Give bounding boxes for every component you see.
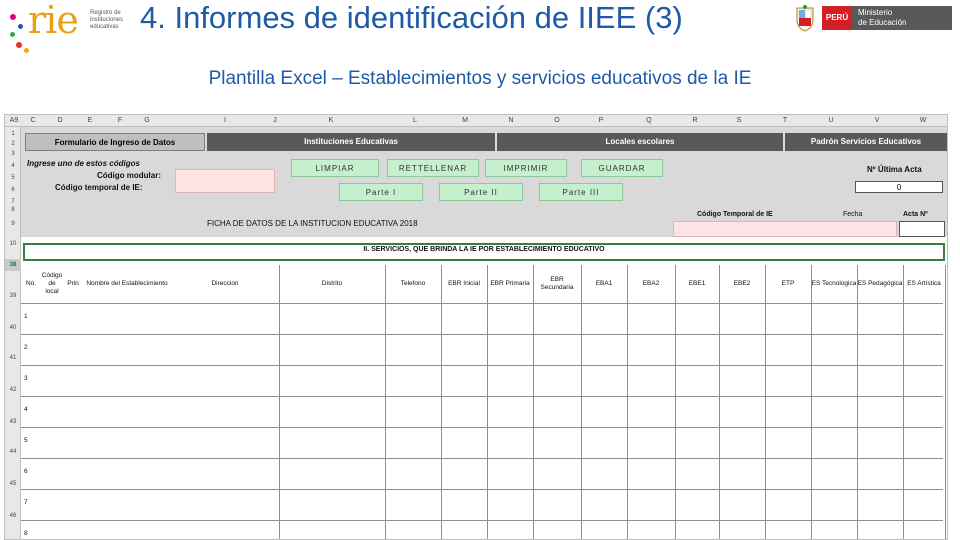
grid-line <box>441 265 442 540</box>
row-number[interactable]: 6 <box>11 187 15 193</box>
column-letter[interactable]: N <box>508 117 514 124</box>
row-number[interactable]: 2 <box>11 141 15 147</box>
column-letter[interactable]: C <box>30 117 36 124</box>
grid-line <box>903 265 904 540</box>
limpiar-button[interactable]: LIMPIAR <box>291 159 379 177</box>
column-letter[interactable]: S <box>736 117 742 124</box>
ministry-line1: Ministerio <box>858 8 893 17</box>
row-number[interactable]: 44 <box>9 449 17 455</box>
table-header-cell: Distrito <box>321 280 343 287</box>
ultima-acta-value: 0 <box>855 181 943 193</box>
row-header <box>5 127 21 540</box>
column-letter[interactable]: T <box>782 117 788 124</box>
table-header-cell: EBA1 <box>595 280 613 287</box>
grid-line <box>857 265 858 540</box>
grid-line <box>675 265 676 540</box>
grid-line <box>21 396 943 397</box>
row-number[interactable]: 41 <box>9 355 17 361</box>
row-number-selected[interactable]: 38 <box>5 259 21 271</box>
logo-subtext: Registro de instituciones educativas <box>90 10 124 30</box>
logo-dot <box>10 14 16 20</box>
row-number[interactable]: 10 <box>9 241 17 247</box>
excel-sheet <box>4 114 948 540</box>
section-title: II. SERVICIOS, QUE BRINDA LA IE POR ESTABLECIMIENTO EDUCATIVO <box>363 246 605 253</box>
slide-subtitle: Plantilla Excel – Establecimientos y servicios educativos de la IE <box>208 68 752 89</box>
table-header-cell: ES Tecnologica <box>811 280 857 287</box>
table-header-cell: EBA2 <box>642 280 660 287</box>
column-letter[interactable]: G <box>144 117 150 124</box>
parte-1-button[interactable]: Parte I <box>339 183 423 201</box>
column-letter[interactable]: D <box>57 117 63 124</box>
table-header-cell: ES Artística <box>907 280 941 287</box>
tab-locales[interactable]: Locales escolares <box>497 133 783 151</box>
codigo-temporal-label: Código temporal de IE: <box>55 183 143 192</box>
ultima-acta-label: Nº Última Acta <box>867 165 922 174</box>
logo-dot <box>24 48 29 53</box>
peru-label: PERÚ <box>822 6 852 30</box>
table-header-cell: Prin <box>67 280 79 287</box>
form-area <box>21 127 948 540</box>
logo-dot <box>16 42 22 48</box>
table-header-cell: ETP <box>781 280 795 287</box>
fecha-label: Fecha <box>843 211 863 218</box>
codigo-input[interactable] <box>175 169 275 193</box>
table-row-number: 2 <box>24 344 28 351</box>
codigo-modular-label: Código modular: <box>97 171 161 180</box>
grid-line <box>21 334 943 335</box>
row-number[interactable]: 45 <box>9 481 17 487</box>
minedu-logo <box>794 2 958 36</box>
grid-line <box>21 458 943 459</box>
table-header-cell: EBE2 <box>733 280 751 287</box>
imprimir-button[interactable]: IMPRIMIR <box>485 159 567 177</box>
row-number[interactable]: 5 <box>11 175 15 181</box>
codigo-temporal-col-label: Código Temporal de IE <box>697 211 773 218</box>
ficha-title: FICHA DE DATOS DE LA INSTITUCION EDUCATIVA 2018 <box>207 219 418 228</box>
table-header-cell: EBR Secundaria <box>540 276 574 291</box>
table-header-cell: Telefono <box>400 280 426 287</box>
section-band[interactable] <box>23 243 945 261</box>
services-table <box>21 265 948 540</box>
rie-logo <box>6 0 126 54</box>
table-row-number: 5 <box>24 437 28 444</box>
column-letter[interactable]: F <box>117 117 123 124</box>
column-letter[interactable]: K <box>328 117 334 124</box>
table-row-number: 4 <box>24 406 28 413</box>
form-header-band <box>21 127 948 237</box>
table-header-cell: EBE1 <box>688 280 706 287</box>
column-letter[interactable]: I <box>224 117 226 124</box>
table-header-cell: EBR Inicial <box>448 280 480 287</box>
rellenar-button[interactable]: RETTELLENAR <box>387 159 479 177</box>
column-letter[interactable]: J <box>273 117 277 124</box>
coat-of-arms-icon <box>794 4 816 32</box>
codigo-temporal-field[interactable] <box>673 221 897 237</box>
table-row-number: 3 <box>24 375 28 382</box>
slide-title: 4. Informes de identificación de IIEE (3) <box>140 0 683 35</box>
logo-dot <box>18 24 23 29</box>
ingrese-label: Ingrese uno de estos códigos <box>27 159 140 168</box>
grid-line <box>581 265 582 540</box>
grid-line <box>21 520 943 521</box>
row-number[interactable]: 42 <box>9 387 17 393</box>
grid-line <box>487 265 488 540</box>
grid-line <box>385 265 386 540</box>
grid-line <box>533 265 534 540</box>
column-letter[interactable]: Q <box>646 117 652 124</box>
logo-dot <box>10 32 15 37</box>
grid-line <box>765 265 766 540</box>
tab-instituciones[interactable]: Instituciones Educativas <box>207 133 495 151</box>
grid-line <box>945 265 946 540</box>
parte-3-button[interactable]: Parte III <box>539 183 623 201</box>
table-header-cell: No. <box>25 280 37 287</box>
grid-line <box>21 365 943 366</box>
grid-line <box>811 265 812 540</box>
column-letter[interactable]: M <box>462 117 468 124</box>
column-letter[interactable]: U <box>828 117 834 124</box>
row-number[interactable]: 1 <box>11 131 15 137</box>
grid-line <box>279 265 280 540</box>
row-number[interactable]: 9 <box>11 221 15 227</box>
table-row-number: 6 <box>24 468 28 475</box>
column-letter[interactable]: O <box>554 117 560 124</box>
row-number[interactable]: 46 <box>9 513 17 519</box>
grid-line <box>21 427 943 428</box>
row-number[interactable]: 4 <box>11 163 15 169</box>
table-header-cell: Direccion <box>211 280 239 287</box>
table-header-cell: EBR Primaria <box>490 280 530 287</box>
row-number[interactable]: 40 <box>9 325 17 331</box>
tab-formulario[interactable]: Formulario de Ingreso de Datos <box>25 133 205 151</box>
table-row-number: 7 <box>24 499 28 506</box>
guardar-button[interactable]: GUARDAR <box>581 159 663 177</box>
column-letter[interactable]: W <box>919 117 927 124</box>
table-header-cell: ES Pedagógica <box>857 280 903 287</box>
table-row-number: 1 <box>24 313 28 320</box>
ministry-label <box>852 6 952 30</box>
parte-2-button[interactable]: Parte II <box>439 183 523 201</box>
acta-label: Acta Nº <box>903 211 928 218</box>
column-letter[interactable]: E <box>87 117 93 124</box>
column-header <box>5 115 948 127</box>
grid-line <box>719 265 720 540</box>
column-letter[interactable]: P <box>598 117 604 124</box>
acta-field[interactable] <box>899 221 945 237</box>
row-number[interactable]: 39 <box>9 293 17 299</box>
row-number[interactable]: 3 <box>11 151 15 157</box>
table-header-cell: Código de local <box>41 272 63 295</box>
grid-line <box>627 265 628 540</box>
grid-line <box>21 489 943 490</box>
table-header-cell: Nombre del Establecimiento <box>86 280 168 287</box>
column-letter[interactable]: R <box>692 117 698 124</box>
grid-line <box>21 303 943 304</box>
row-number[interactable]: 7 <box>11 199 15 205</box>
row-number[interactable]: 43 <box>9 419 17 425</box>
row-number[interactable]: 8 <box>11 207 15 213</box>
column-letter[interactable]: V <box>874 117 880 124</box>
tab-padron[interactable]: Padrón Servicios Educativos <box>785 133 947 151</box>
column-letter[interactable]: L <box>413 117 417 124</box>
ministry-line2: de Educación <box>858 18 907 27</box>
table-row-number: 8 <box>24 530 28 537</box>
logo-text: rie <box>28 0 78 42</box>
name-box[interactable]: A9 <box>9 117 19 124</box>
